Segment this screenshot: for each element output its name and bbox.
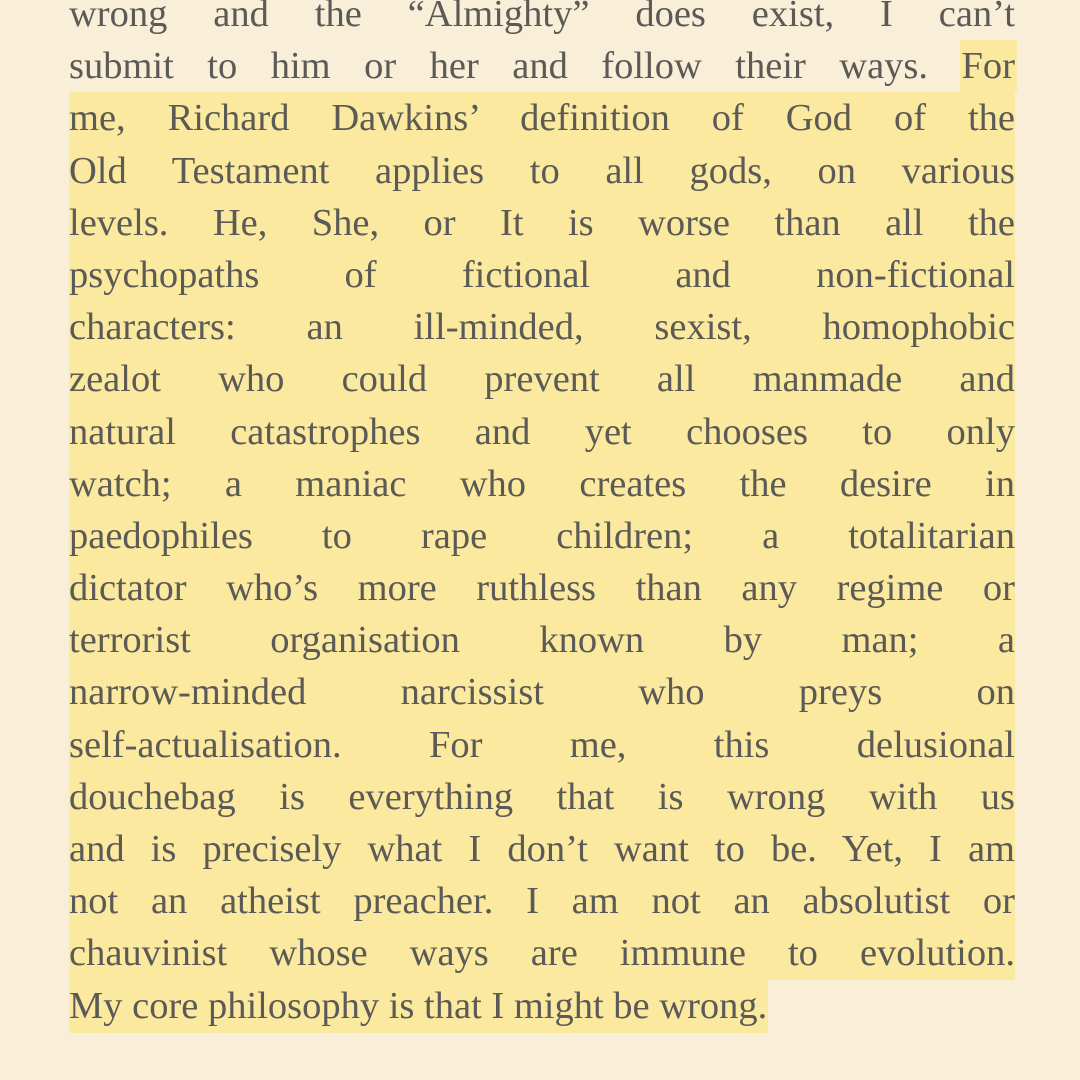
book-passage[interactable] bbox=[69, 0, 1015, 1032]
highlighted-text: and is precisely what I don’t want to be. Yet, I am bbox=[69, 828, 1015, 870]
highlighted-text: natural catastrophes and yet chooses to only bbox=[69, 410, 1015, 453]
highlighted-text: Old Testament applies to all gods, on various bbox=[69, 149, 1015, 192]
highlighted-text: paedophiles to rape children; a totalitarian bbox=[69, 514, 1015, 557]
text-line bbox=[69, 771, 1015, 823]
text-line bbox=[69, 562, 1015, 614]
highlighted-text: zealot who could prevent all manmade and bbox=[69, 358, 1015, 401]
text-line bbox=[69, 406, 1015, 458]
text-line bbox=[69, 927, 1015, 979]
text-line bbox=[69, 614, 1015, 666]
highlighted-text: narrow-minded narcissist who preys on bbox=[69, 671, 1015, 714]
text-line bbox=[69, 145, 1015, 197]
text-line bbox=[69, 458, 1015, 510]
plain-text: wrong and the “Almighty” does exist, I can’t bbox=[69, 0, 1015, 35]
text-line bbox=[69, 40, 1015, 92]
plain-text: submit to him or her and follow their ways. bbox=[69, 45, 929, 88]
text-line bbox=[69, 510, 1015, 562]
text-line bbox=[69, 92, 1015, 144]
highlighted-text: dictator who’s more ruthless than any regime or bbox=[69, 567, 1015, 610]
highlighted-text: douchebag is everything that is wrong with us bbox=[69, 775, 1015, 818]
text-line bbox=[69, 980, 1015, 1032]
text-line bbox=[69, 666, 1015, 718]
highlighted-text: For bbox=[961, 45, 1015, 88]
text-line bbox=[69, 823, 1015, 875]
highlighted-text: psychopaths of fictional and non-fictional bbox=[69, 253, 1015, 296]
text-line bbox=[69, 0, 1015, 40]
highlighted-text: characters: an ill-minded, sexist, homophobic bbox=[69, 306, 1015, 349]
text-line bbox=[69, 249, 1015, 301]
highlighted-text: levels. He, She, or It is worse than all the bbox=[69, 201, 1015, 244]
text-line bbox=[69, 301, 1015, 353]
highlighted-text: not an atheist preacher. I am not an absolutist or bbox=[69, 880, 1015, 923]
highlighted-text: chauvinist whose ways are immune to evolution. bbox=[69, 932, 1015, 975]
highlighted-text: watch; a maniac who creates the desire in bbox=[69, 462, 1015, 505]
highlighted-text: self-actualisation. For me, this delusional bbox=[69, 723, 1015, 766]
text-line bbox=[69, 875, 1015, 927]
highlighted-text: My core philosophy is that I might be wrong. bbox=[69, 980, 768, 1033]
text-line bbox=[69, 197, 1015, 249]
highlighted-text: terrorist organisation known by man; a bbox=[69, 619, 1015, 662]
highlighted-text: me, Richard Dawkins’ definition of God of the bbox=[69, 97, 1015, 140]
text-line bbox=[69, 353, 1015, 405]
text-line bbox=[69, 719, 1015, 771]
